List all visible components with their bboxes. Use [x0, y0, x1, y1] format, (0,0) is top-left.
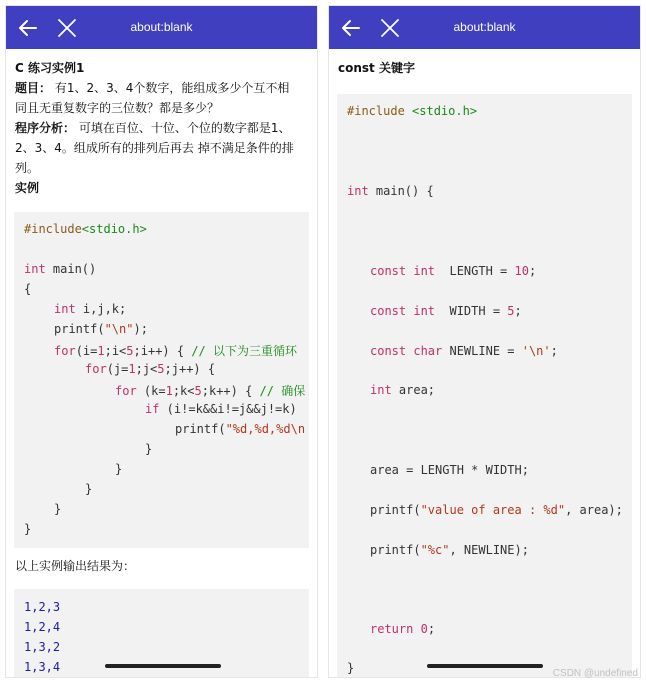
code-line: return 0;	[370, 622, 436, 636]
question-line-2: 同且无重复数字的三位数？都是多少？	[15, 101, 220, 115]
left-phone-screen	[5, 5, 318, 678]
page-content	[329, 49, 640, 677]
code-line: }	[54, 502, 62, 516]
code-line: for(i=1;i<5;i++) { // 以下为三重循环	[54, 344, 298, 358]
code-line: #include<stdio.h>	[24, 222, 147, 236]
output-line: 1,3,4	[24, 660, 61, 674]
question-label: 题目：	[15, 81, 52, 95]
article-heading: const 关键字	[338, 61, 415, 75]
code-line: }	[24, 522, 32, 536]
output-line: 1,3,2	[24, 640, 61, 654]
browser-toolbar	[329, 6, 640, 49]
code-line: #include <stdio.h>	[347, 104, 478, 118]
code-line: int i,j,k;	[54, 302, 127, 316]
analysis-line-1: 程序分析： 可填在百位、十位、个位的数字都是1、	[15, 121, 291, 135]
right-phone-screen	[328, 5, 641, 678]
code-block	[337, 94, 632, 677]
code-line: for(j=1;j<5;j++) {	[85, 362, 216, 376]
article-heading: C 练习实例1	[15, 61, 85, 75]
home-indicator[interactable]	[427, 664, 543, 668]
question-line-1: 题目： 有1、2、3、4个数字，能组成多少个互不相	[15, 81, 290, 95]
code-line: }	[85, 482, 93, 496]
code-line: int main()	[24, 262, 97, 276]
code-line: printf("value of area : %d", area);	[370, 503, 623, 517]
page-content	[6, 49, 317, 677]
code-line: int main() {	[347, 184, 434, 198]
code-line: }	[115, 462, 123, 476]
code-line: const int WIDTH = 5;	[370, 304, 522, 318]
code-line: printf("%d,%d,%d\n	[175, 422, 306, 436]
code-line: }	[347, 661, 355, 675]
example-label: 实例	[15, 181, 40, 195]
analysis-line-3: 列。	[15, 161, 40, 175]
page-url: about:blank	[453, 20, 516, 34]
output-line: 1,2,4	[24, 620, 61, 634]
page-url: about:blank	[130, 20, 193, 34]
code-line: printf("%c", NEWLINE);	[370, 543, 529, 557]
analysis-line-2: 2、3、4。组成所有的排列后再去 掉不满足条件的排	[15, 141, 294, 155]
watermark: CSDN @undefined	[552, 668, 638, 679]
analysis-label: 程序分析：	[15, 121, 76, 135]
code-line: int area;	[370, 383, 436, 397]
code-block	[14, 212, 309, 548]
code-line: {	[24, 282, 32, 296]
code-line: const char NEWLINE = '\n';	[370, 344, 558, 358]
home-indicator[interactable]	[105, 664, 221, 668]
output-label: 以上实例输出结果为：	[15, 559, 136, 573]
code-line: area = LENGTH * WIDTH;	[370, 463, 529, 477]
code-line: printf("\n");	[54, 322, 148, 336]
browser-toolbar	[6, 6, 317, 49]
code-line: for (k=1;k<5;k++) { // 确保	[115, 384, 306, 398]
output-line: 1,2,3	[24, 600, 61, 614]
code-line: if (i!=k&&i!=j&&j!=k)	[145, 402, 297, 416]
code-line: }	[145, 442, 153, 456]
code-line: const int LENGTH = 10;	[370, 264, 537, 278]
